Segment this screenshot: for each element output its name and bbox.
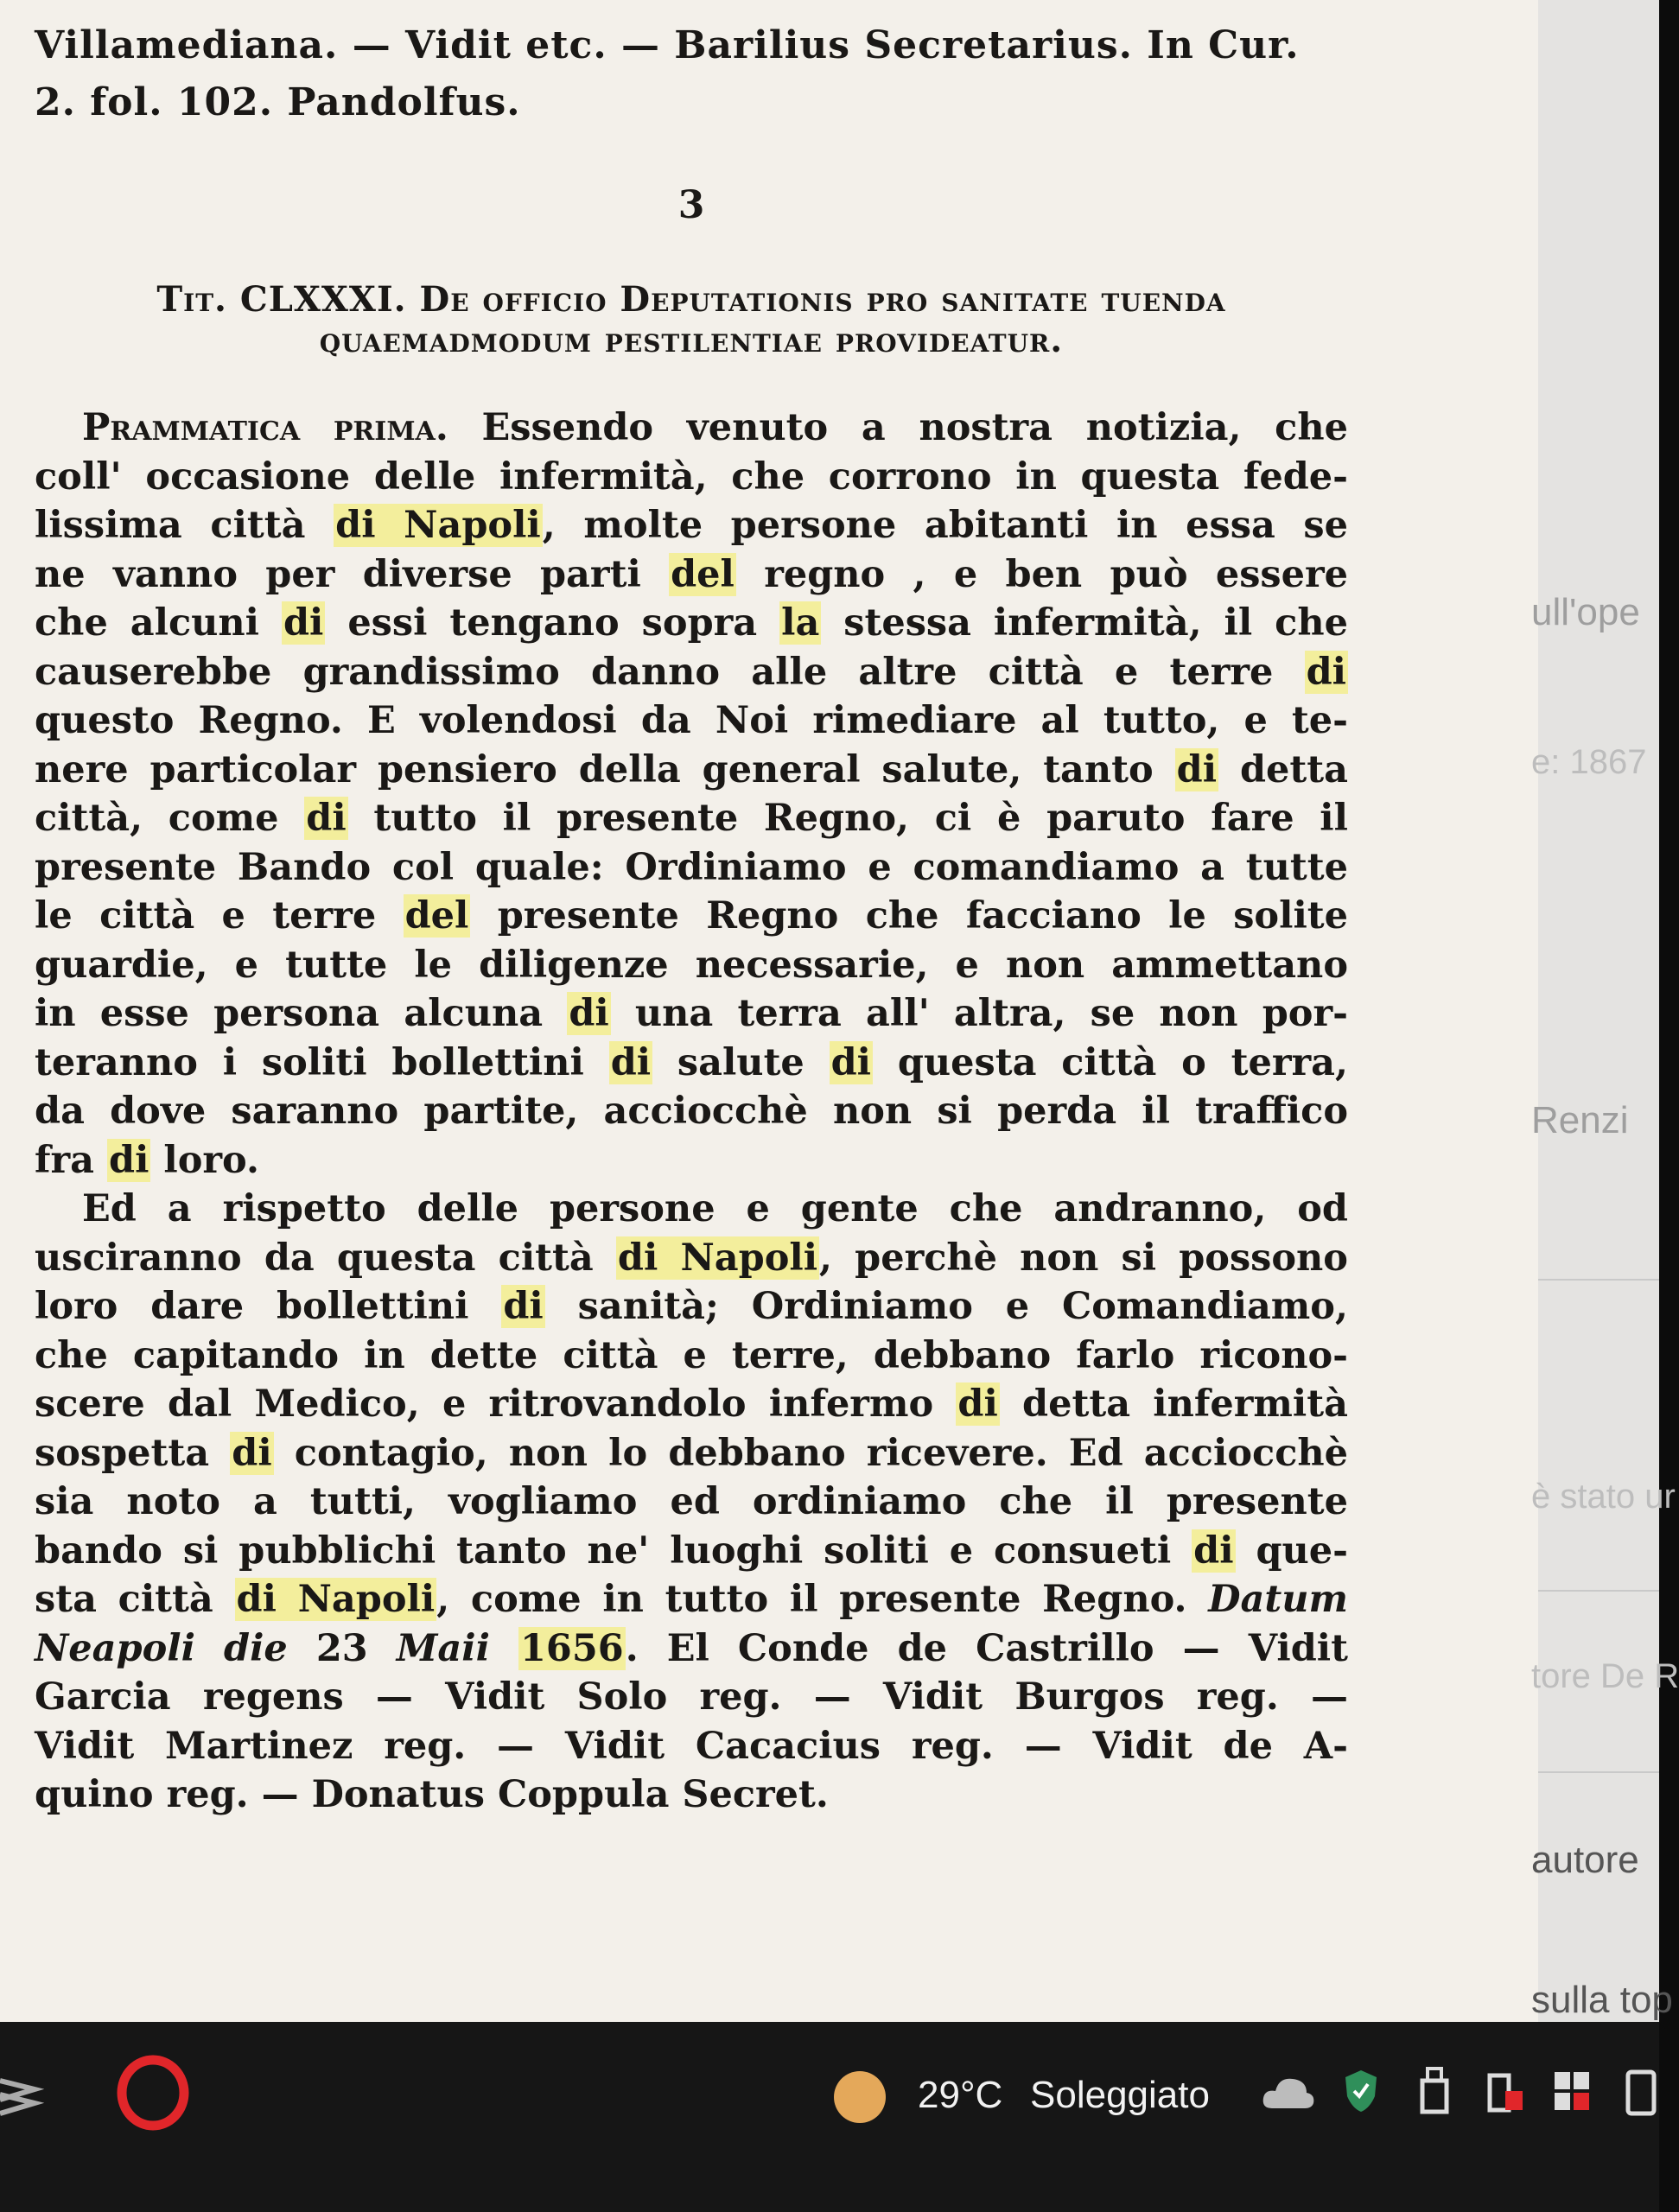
header-line-2: 2. fol. 102. Pandolfus. <box>35 80 521 124</box>
text-line: fra di loro. <box>35 1138 259 1182</box>
highlight: di Napoli <box>617 1236 818 1280</box>
highlight: di <box>1193 1529 1234 1573</box>
side-item[interactable]: Renzi <box>1531 1099 1629 1141</box>
text-line: quino reg. — Donatus Coppula Secret. <box>35 1773 829 1816</box>
highlight: di <box>957 1382 998 1426</box>
divider <box>1538 1590 1659 1592</box>
highlight: 1656 <box>520 1626 624 1670</box>
text-line: le città e terre del presente Regno che facciano le solite <box>35 894 1348 938</box>
text-line: guardie, e tutte le diligenze necessarie, e non ammettano <box>35 943 1348 987</box>
side-panel <box>1531 0 1679 2022</box>
text-line: Prammatica prima. Essendo venuto a nostra notizia, che <box>82 406 1348 449</box>
text-line: in esse persona alcuna di una terra all' altra, se non por- <box>35 992 1348 1035</box>
side-item[interactable]: autore <box>1531 1839 1639 1881</box>
clipboard-icon[interactable] <box>1625 2067 1659 2119</box>
divider <box>1538 1771 1659 1773</box>
side-item[interactable]: sulla top <box>1531 1979 1673 2021</box>
highlight: di <box>109 1138 149 1182</box>
text-line: che alcuni di essi tengano sopra la stessa infermità, il che <box>35 601 1348 645</box>
text-line: ne vanno per diverse parti del regno , e ben può essere <box>35 552 1348 596</box>
weather-sun-icon[interactable] <box>834 2071 886 2123</box>
highlight: di <box>569 992 609 1035</box>
highlight: di <box>1306 650 1346 694</box>
highlight: di Napoli <box>335 504 541 547</box>
text-line: usciranno da questa città di Napoli, perchè non si possono <box>35 1236 1348 1280</box>
cloud-icon[interactable] <box>1262 2074 1315 2112</box>
side-item[interactable]: tore De R <box>1531 1657 1679 1695</box>
divider <box>1538 1279 1659 1281</box>
document-content <box>35 17 1348 1820</box>
text-line: Neapoli die 23 Maii 1656. El Conde de Castrillo — Vidit <box>35 1626 1348 1670</box>
highlight: del <box>404 894 469 938</box>
paragraph-1 <box>35 404 1348 1185</box>
highlight: di Napoli <box>236 1578 436 1621</box>
page-number: 3 <box>677 183 705 227</box>
text-line: sospetta di contagio, non lo debbano ricevere. Ed acciocchè <box>35 1431 1348 1475</box>
opera-icon[interactable] <box>117 2056 189 2129</box>
side-item[interactable]: è stato ur <box>1531 1478 1676 1516</box>
text-line: sia noto a tutti, vogliamo ed ordiniamo che il presente <box>35 1480 1348 1523</box>
text-line: scere dal Medico, e ritrovandolo infermo di detta infermità <box>35 1382 1348 1426</box>
network-icon[interactable] <box>0 2063 52 2124</box>
highlight: di <box>503 1285 544 1328</box>
text-line: questo Regno. E volendosi da Noi rimediare al tutto, e te- <box>35 699 1348 742</box>
side-item[interactable]: ull'ope <box>1531 591 1640 633</box>
highlight: di <box>610 1040 652 1084</box>
security-shield-icon[interactable] <box>1344 2069 1378 2113</box>
highlight: la <box>781 601 820 645</box>
text-line: lissima città di Napoli, molte persone abitanti in essa se <box>35 504 1348 547</box>
highlight: di <box>306 797 347 840</box>
highlight: di <box>1176 747 1218 791</box>
text-line: teranno i soliti bollettini di salute di questa città o terra, <box>35 1040 1348 1084</box>
text-line: presente Bando col quale: Ordiniamo e comandiamo a tutte <box>35 845 1348 889</box>
taskbar <box>0 2022 1659 2212</box>
text-line: Garcia regens — Vidit Solo reg. — Vidit Burgos reg. — <box>35 1675 1348 1719</box>
text-line: nere particolar pensiero della general salute, tanto di detta <box>35 747 1348 791</box>
side-item[interactable]: e: 1867 <box>1531 743 1647 781</box>
battery-icon[interactable] <box>1486 2067 1526 2119</box>
usb-icon[interactable] <box>1417 2067 1452 2119</box>
text-line: Ed a rispetto delle persone e gente che andranno, od <box>82 1187 1348 1230</box>
header-line-1: Villamediana. — Vidit etc. — Barilius Secretarius. In Cur. <box>35 23 1300 67</box>
text-line: città, come di tutto il presente Regno, ci è paruto fare il <box>35 797 1348 840</box>
highlight: di <box>283 601 324 645</box>
text-line: che capitando in dette città e terre, debbano farlo ricono- <box>35 1333 1348 1377</box>
section-subtitle: quaemadmodum pestilentiae providеatur. <box>319 320 1064 360</box>
highlight: del <box>671 552 735 596</box>
text-line: sta città di Napoli, come in tutto il presente Regno. Datum <box>35 1578 1348 1621</box>
highlight: di <box>232 1431 272 1475</box>
text-line: Vidit Martinez reg. — Vidit Cacacius reg. — Vidit de A- <box>35 1724 1348 1768</box>
text-line: bando si pubblichi tanto ne' luoghi soliti e consueti di que- <box>35 1529 1348 1573</box>
wifi-icon[interactable] <box>1551 2067 1594 2117</box>
text-line: causerebbe grandissimo danno alle altre città e terre di <box>35 650 1346 694</box>
text-line: da dove saranno partite, acciocchè non si perda il traffico <box>35 1090 1348 1133</box>
text-line: loro dare bollettini di sanità; Ordiniamo e Comandiamo, <box>35 1285 1348 1328</box>
weather-temperature[interactable]: 29°C <box>918 2074 1003 2116</box>
paragraph-2 <box>35 1185 1348 1820</box>
section-title: Tit. CLXXXI. De officio Deputationis pro sanitate tuenda <box>156 279 1226 320</box>
text-line: coll' occasione delle infermità, che corrono in questa fede- <box>35 454 1348 499</box>
highlight: di <box>830 1040 872 1084</box>
weather-condition[interactable]: Soleggiato <box>1030 2074 1210 2116</box>
